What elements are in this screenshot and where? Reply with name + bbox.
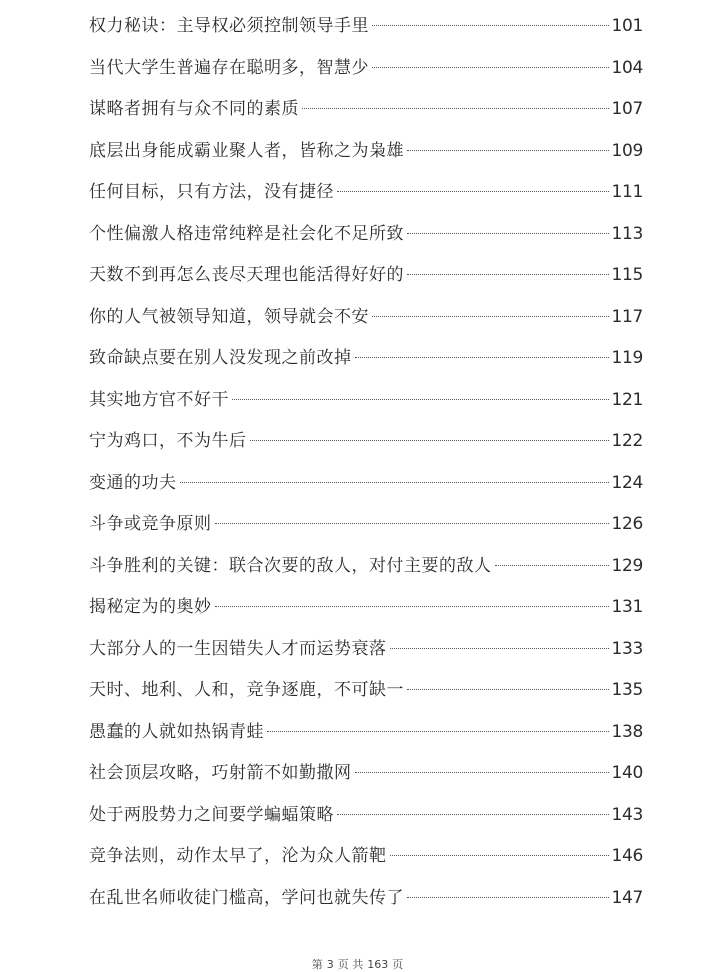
toc-entry[interactable] [89,587,643,629]
toc-entry-page: 133 [611,638,643,659]
toc-leader-dots [372,67,609,68]
toc-entry-title: 底层出身能成霸业聚人者，皆称之为枭雄 [89,140,404,161]
toc-entry-title: 变通的功夫 [89,472,177,493]
toc-entry-page: 113 [611,223,643,244]
toc-entry-page: 143 [611,804,643,825]
toc-entry-page: 129 [611,555,643,576]
toc-entry-page: 140 [611,763,643,783]
toc-entry-title: 斗争胜利的关键：联合次要的敌人，对付主要的敌人 [89,555,492,576]
toc-entry-title: 任何目标，只有方法，没有捷径 [89,182,334,202]
toc-entry[interactable] [89,89,643,131]
toc-entry-title: 其实地方官不好干 [89,389,229,410]
toc-leader-dots [355,772,610,773]
toc-entry-title: 斗争或竞争原则 [89,514,212,534]
toc-entry-page: 147 [611,887,643,908]
toc-leader-dots [337,814,609,815]
toc-entry-page: 126 [611,514,643,534]
footer-total-pages: 163 [367,958,389,971]
toc-leader-dots [407,689,609,690]
toc-entry-page: 104 [611,57,643,78]
toc-entry-title: 宁为鸡口，不为牛后 [89,431,247,451]
toc-entry[interactable] [89,297,643,339]
toc-leader-dots [355,357,610,358]
toc-leader-dots [390,855,610,856]
footer-suffix: 页 [392,958,404,971]
toc-entry[interactable] [89,172,643,214]
toc-leader-dots [232,399,609,400]
toc-entry-title: 在乱世名师收徒门槛高，学问也就失传了 [89,887,404,908]
toc-entry[interactable] [89,836,643,878]
toc-leader-dots [390,648,610,649]
toc-entry-page: 131 [611,597,643,617]
toc-entry-title: 愚蠢的人就如热锅青蛙 [89,721,264,742]
toc-leader-dots [407,274,609,275]
toc-entry[interactable] [89,255,643,297]
toc-entry-page: 101 [611,16,643,36]
toc-entry-page: 146 [611,846,643,866]
toc-leader-dots [337,191,609,192]
toc-entry[interactable] [89,712,643,754]
toc-leader-dots [372,316,609,317]
toc-entry-title: 谋略者拥有与众不同的素质 [89,99,299,119]
toc-entry[interactable] [89,546,643,588]
toc-leader-dots [372,25,609,26]
toc-entry[interactable] [89,878,643,920]
toc-entry[interactable] [89,214,643,256]
toc-entry-page: 138 [611,721,643,742]
toc-entry-title: 个性偏激人格违常纯粹是社会化不足所致 [89,223,404,244]
toc-leader-dots [267,731,609,732]
toc-entry[interactable] [89,131,643,173]
toc-leader-dots [250,440,610,441]
toc-entry-title: 大部分人的一生因错失人才而运势衰落 [89,638,387,659]
toc-entry[interactable] [89,48,643,90]
toc-entry-title: 处于两股势力之间要学蝙蝠策略 [89,804,334,825]
toc-leader-dots [180,482,610,483]
toc-entry-page: 115 [611,265,643,285]
toc-entry-page: 117 [611,306,643,327]
toc-entry-page: 124 [611,472,643,493]
footer-middle: 页 共 [337,958,364,971]
toc-entry-title: 天时、地利、人和，竞争逐鹿，不可缺一 [89,680,404,700]
toc-entry[interactable] [89,463,643,505]
toc-entry[interactable] [89,421,643,463]
toc-leader-dots [407,897,609,898]
toc-entry[interactable] [89,795,643,837]
toc-entry-title: 天数不到再怎么丧尽天理也能活得好好的 [89,265,404,285]
toc-entry[interactable] [89,504,643,546]
toc-entry-title: 权力秘诀：主导权必须控制领导手里 [89,16,369,36]
toc-entry-title: 竞争法则，动作太早了，沦为众人箭靶 [89,846,387,866]
toc-leader-dots [302,108,609,109]
page-footer [0,958,715,972]
toc-entry-page: 109 [611,140,643,161]
toc-entry-title: 揭秘定为的奥妙 [89,597,212,617]
toc-entry[interactable] [89,670,643,712]
toc-leader-dots [407,233,609,234]
footer-current-page: 3 [326,958,334,971]
toc-entry-page: 122 [611,431,643,451]
toc-entry-title: 你的人气被领导知道，领导就会不安 [89,306,369,327]
footer-prefix: 第 [311,958,323,971]
toc-entry[interactable] [89,380,643,422]
toc-entry[interactable] [89,6,643,48]
toc-entry-page: 111 [611,182,643,202]
toc-leader-dots [407,150,609,151]
toc-leader-dots [495,565,610,566]
table-of-contents [89,6,643,919]
toc-entry-title: 致命缺点要在别人没发现之前改掉 [89,348,352,368]
toc-entry[interactable] [89,338,643,380]
toc-leader-dots [215,606,610,607]
toc-leader-dots [215,523,610,524]
toc-entry-title: 当代大学生普遍存在聪明多，智慧少 [89,57,369,78]
toc-entry-page: 121 [611,389,643,410]
toc-entry-page: 107 [611,99,643,119]
toc-entry-title: 社会顶层攻略，巧射箭不如勤撒网 [89,763,352,783]
toc-entry[interactable] [89,629,643,671]
toc-entry-page: 119 [611,348,643,368]
toc-entry-page: 135 [611,680,643,700]
toc-entry[interactable] [89,753,643,795]
